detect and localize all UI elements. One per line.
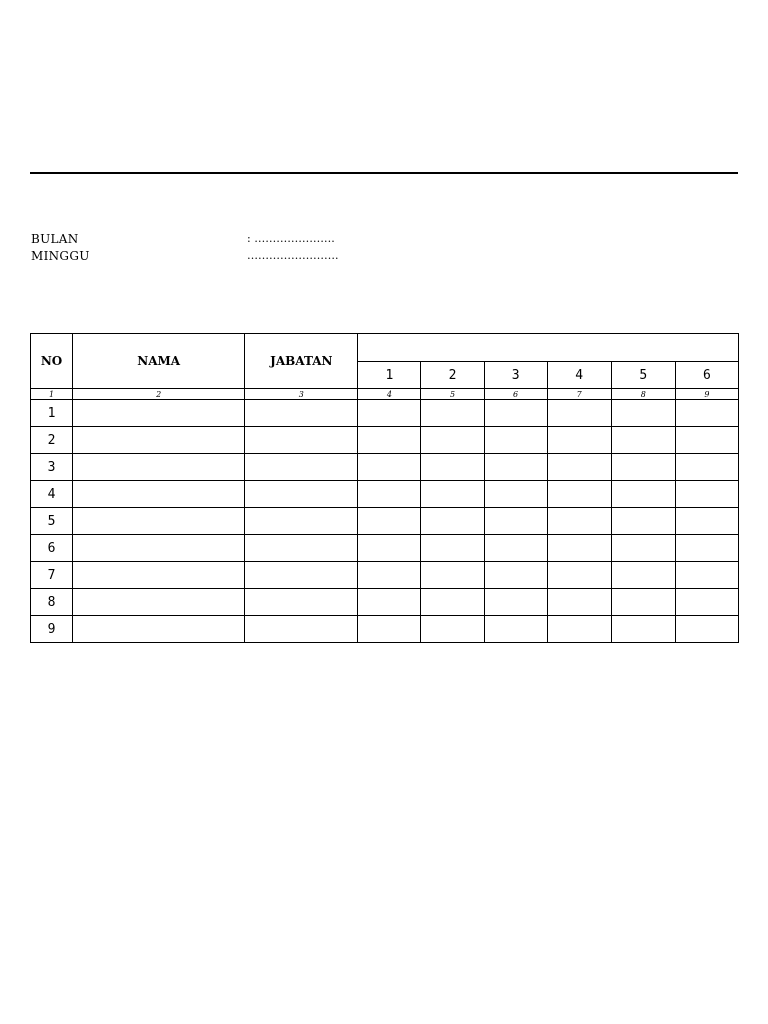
week-4-cell[interactable]: [547, 589, 611, 616]
week-6-cell[interactable]: [675, 427, 738, 454]
week-4-cell[interactable]: [547, 481, 611, 508]
column-index-8: 8: [611, 389, 675, 400]
bulan-label: BULAN: [31, 232, 79, 246]
week-col-header-1: 1: [358, 362, 421, 389]
week-4-cell[interactable]: [547, 562, 611, 589]
row-number: 5: [31, 508, 73, 535]
week-1-cell[interactable]: [358, 589, 421, 616]
week-col-header-4: 4: [547, 362, 611, 389]
row-number: 7: [31, 562, 73, 589]
jabatan-cell[interactable]: [245, 535, 358, 562]
minggu-label: MINGGU: [31, 249, 90, 263]
week-1-cell[interactable]: [358, 427, 421, 454]
row-number: 4: [31, 481, 73, 508]
nama-cell[interactable]: [73, 454, 245, 481]
nama-cell[interactable]: [73, 427, 245, 454]
week-col-header-5: 5: [611, 362, 675, 389]
jabatan-cell[interactable]: [245, 589, 358, 616]
header-rule: [30, 172, 738, 174]
week-5-cell[interactable]: [611, 454, 675, 481]
week-2-cell[interactable]: [421, 562, 484, 589]
column-index-7: 7: [547, 389, 611, 400]
week-6-cell[interactable]: [675, 589, 738, 616]
week-4-cell[interactable]: [547, 535, 611, 562]
week-6-cell[interactable]: [675, 454, 738, 481]
week-5-cell[interactable]: [611, 508, 675, 535]
week-5-cell[interactable]: [611, 562, 675, 589]
week-3-cell[interactable]: [484, 616, 547, 643]
jabatan-cell[interactable]: [245, 481, 358, 508]
week-1-cell[interactable]: [358, 481, 421, 508]
jabatan-cell[interactable]: [245, 454, 358, 481]
row-number: 1: [31, 400, 73, 427]
week-3-cell[interactable]: [484, 454, 547, 481]
jabatan-cell[interactable]: [245, 427, 358, 454]
week-5-cell[interactable]: [611, 535, 675, 562]
week-3-cell[interactable]: [484, 589, 547, 616]
row-number: 6: [31, 535, 73, 562]
nama-cell[interactable]: [73, 589, 245, 616]
week-1-cell[interactable]: [358, 562, 421, 589]
table-row: [31, 589, 739, 616]
week-1-cell[interactable]: [358, 454, 421, 481]
table-row: [31, 427, 739, 454]
col-header-no: NO: [31, 334, 73, 389]
week-4-cell[interactable]: [547, 454, 611, 481]
column-index-5: 5: [421, 389, 484, 400]
column-index-4: 4: [358, 389, 421, 400]
week-3-cell[interactable]: [484, 562, 547, 589]
week-4-cell[interactable]: [547, 427, 611, 454]
jabatan-cell[interactable]: [245, 616, 358, 643]
week-4-cell[interactable]: [547, 616, 611, 643]
week-6-cell[interactable]: [675, 535, 738, 562]
column-index-2: 2: [73, 389, 245, 400]
minggu-value: …………………….: [247, 249, 339, 262]
week-4-cell[interactable]: [547, 508, 611, 535]
week-3-cell[interactable]: [484, 400, 547, 427]
nama-cell[interactable]: [73, 562, 245, 589]
column-index-9: 9: [675, 389, 738, 400]
row-number: 2: [31, 427, 73, 454]
week-6-cell[interactable]: [675, 481, 738, 508]
nama-cell[interactable]: [73, 535, 245, 562]
week-2-cell[interactable]: [421, 535, 484, 562]
week-3-cell[interactable]: [484, 427, 547, 454]
col-header-nama: NAMA: [73, 334, 245, 389]
week-2-cell[interactable]: [421, 589, 484, 616]
week-5-cell[interactable]: [611, 616, 675, 643]
table-row: [31, 616, 739, 643]
table-row: [31, 454, 739, 481]
bulan-value: : ………………….: [247, 232, 335, 245]
week-2-cell[interactable]: [421, 427, 484, 454]
week-col-header-6: 6: [675, 362, 738, 389]
jabatan-cell[interactable]: [245, 508, 358, 535]
table-row: [31, 400, 739, 427]
jabatan-cell[interactable]: [245, 400, 358, 427]
attendance-table: [30, 333, 739, 643]
nama-cell[interactable]: [73, 616, 245, 643]
week-5-cell[interactable]: [611, 481, 675, 508]
col-header-jabatan: JABATAN: [245, 334, 358, 389]
column-index-1: 1: [31, 389, 73, 400]
nama-cell[interactable]: [73, 481, 245, 508]
week-6-cell[interactable]: [675, 508, 738, 535]
week-5-cell[interactable]: [611, 589, 675, 616]
week-2-cell[interactable]: [421, 454, 484, 481]
week-col-header-2: 2: [421, 362, 484, 389]
week-3-cell[interactable]: [484, 535, 547, 562]
column-index-6: 6: [484, 389, 547, 400]
week-1-cell[interactable]: [358, 616, 421, 643]
row-number: 9: [31, 616, 73, 643]
week-col-header-3: 3: [484, 362, 547, 389]
jabatan-cell[interactable]: [245, 562, 358, 589]
week-4-cell[interactable]: [547, 400, 611, 427]
table-row: [31, 508, 739, 535]
nama-cell[interactable]: [73, 508, 245, 535]
week-2-cell[interactable]: [421, 616, 484, 643]
week-1-cell[interactable]: [358, 508, 421, 535]
table-row: [31, 481, 739, 508]
week-1-cell[interactable]: [358, 535, 421, 562]
week-3-cell[interactable]: [484, 481, 547, 508]
week-6-cell[interactable]: [675, 400, 738, 427]
week-3-cell[interactable]: [484, 508, 547, 535]
row-number: 8: [31, 589, 73, 616]
column-index-3: 3: [245, 389, 358, 400]
week-6-cell[interactable]: [675, 562, 738, 589]
week-5-cell[interactable]: [611, 427, 675, 454]
table-row: [31, 535, 739, 562]
week-2-cell[interactable]: [421, 481, 484, 508]
week-2-cell[interactable]: [421, 508, 484, 535]
week-5-cell[interactable]: [611, 400, 675, 427]
table-row: [31, 562, 739, 589]
week-2-cell[interactable]: [421, 400, 484, 427]
row-number: 3: [31, 454, 73, 481]
nama-cell[interactable]: [73, 400, 245, 427]
week-group-header: [358, 334, 739, 362]
week-1-cell[interactable]: [358, 400, 421, 427]
week-6-cell[interactable]: [675, 616, 738, 643]
